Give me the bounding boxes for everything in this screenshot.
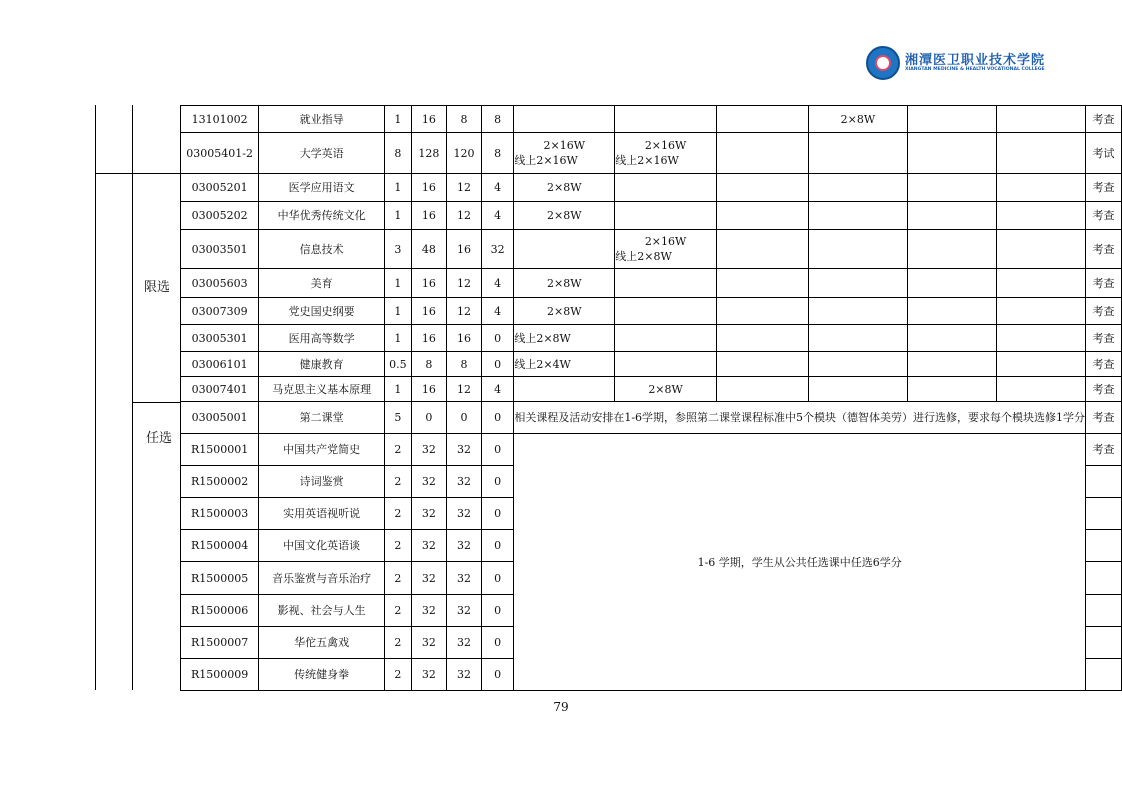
sem3 [716, 377, 808, 402]
course-code: R1500006 [181, 595, 259, 627]
course-code: R1500002 [181, 466, 259, 498]
sem5 [907, 269, 996, 298]
course-table [180, 105, 1122, 691]
assessment: 考试 [1086, 133, 1122, 174]
sem5 [907, 202, 996, 230]
second-classroom-note: 相关课程及活动安排在1-6学期，参照第二课堂课程标准中5个模块（德智体美劳）进行选修，要求每个模块选修1学分 [514, 402, 1086, 434]
sem1 [514, 377, 615, 402]
total-hours: 0 [411, 402, 446, 434]
course-code: R1500001 [181, 434, 259, 466]
course-name: 传统健身拳 [259, 659, 385, 691]
theory-hours: 120 [447, 133, 482, 174]
assessment: 考查 [1086, 352, 1122, 377]
course-code: 03003501 [181, 230, 259, 269]
assessment [1086, 627, 1122, 659]
table-row [181, 298, 1122, 325]
course-name: 医用高等数学 [259, 325, 385, 352]
course-code: 13101002 [181, 106, 259, 133]
course-code: 03007401 [181, 377, 259, 402]
sem5 [907, 325, 996, 352]
theory-hours: 16 [447, 230, 482, 269]
sem6 [996, 298, 1085, 325]
sem1: 线上2×4W [514, 352, 615, 377]
table-row [181, 269, 1122, 298]
sem6 [996, 133, 1085, 174]
course-code: 03005401-2 [181, 133, 259, 174]
sem6 [996, 202, 1085, 230]
credit: 8 [385, 133, 412, 174]
theory-hours: 32 [447, 627, 482, 659]
category-separator-line [95, 173, 180, 174]
sem3 [716, 202, 808, 230]
assessment [1086, 595, 1122, 627]
course-code: 03005603 [181, 269, 259, 298]
table-row [181, 377, 1122, 402]
credit: 2 [385, 434, 412, 466]
sem2 [615, 106, 717, 133]
course-name: 中华优秀传统文化 [259, 202, 385, 230]
course-name: 中国文化英语谈 [259, 530, 385, 562]
logo-subtitle: XIANGTAN MEDICINE & HEALTH VOCATIONAL COLLEGE [905, 67, 1045, 72]
sem4 [809, 298, 908, 325]
theory-hours: 32 [447, 466, 482, 498]
course-name: 第二课堂 [259, 402, 385, 434]
total-hours: 32 [411, 659, 446, 691]
sem4 [809, 325, 908, 352]
theory-hours: 32 [447, 434, 482, 466]
credit: 3 [385, 230, 412, 269]
assessment: 考查 [1086, 106, 1122, 133]
theory-hours: 32 [447, 562, 482, 595]
total-hours: 32 [411, 530, 446, 562]
sem1 [514, 106, 615, 133]
course-name: 音乐鉴赏与音乐治疗 [259, 562, 385, 595]
course-name: 马克思主义基本原理 [259, 377, 385, 402]
practice-hours: 0 [481, 498, 513, 530]
logo-name: 湘潭医卫职业技术学院 [905, 53, 1046, 68]
sem1: 2×8W [514, 174, 615, 202]
assessment: 考查 [1086, 269, 1122, 298]
table-row [181, 325, 1122, 352]
credit: 2 [385, 659, 412, 691]
sem1: 线上2×8W [514, 325, 615, 352]
total-hours: 32 [411, 498, 446, 530]
total-hours: 16 [411, 174, 446, 202]
total-hours: 16 [411, 106, 446, 133]
assessment: 考查 [1086, 202, 1122, 230]
sem5 [907, 133, 996, 174]
college-logo [866, 46, 1046, 86]
course-code: R1500003 [181, 498, 259, 530]
credit: 2 [385, 562, 412, 595]
sem1: 2×8W [514, 269, 615, 298]
theory-hours: 12 [447, 174, 482, 202]
sem2 [615, 133, 717, 174]
sem1 [514, 230, 615, 269]
theory-hours: 12 [447, 298, 482, 325]
assessment: 考查 [1086, 298, 1122, 325]
left-border-line [95, 105, 96, 690]
sem1: 2×8W [514, 202, 615, 230]
assessment: 考查 [1086, 434, 1122, 466]
credit: 2 [385, 466, 412, 498]
assessment [1086, 530, 1122, 562]
credit: 1 [385, 106, 412, 133]
practice-hours: 0 [481, 530, 513, 562]
practice-hours: 0 [481, 402, 513, 434]
public-elective-note: 1-6 学期，学生从公共任选课中任选6学分 [514, 434, 1086, 691]
sem6 [996, 174, 1085, 202]
practice-hours: 0 [481, 325, 513, 352]
total-hours: 16 [411, 325, 446, 352]
course-name: 医学应用语文 [259, 174, 385, 202]
practice-hours: 32 [481, 230, 513, 269]
table-row [181, 434, 1122, 466]
course-name: 中国共产党简史 [259, 434, 385, 466]
sem6 [996, 230, 1085, 269]
sem2 [615, 325, 717, 352]
credit: 1 [385, 202, 412, 230]
assessment: 考查 [1086, 402, 1122, 434]
total-hours: 8 [411, 352, 446, 377]
theory-hours: 12 [447, 202, 482, 230]
course-name: 信息技术 [259, 230, 385, 269]
credit: 2 [385, 530, 412, 562]
course-name: 实用英语视听说 [259, 498, 385, 530]
course-code: 03005001 [181, 402, 259, 434]
assessment: 考查 [1086, 174, 1122, 202]
assessment: 考查 [1086, 230, 1122, 269]
sem5 [907, 377, 996, 402]
credit: 1 [385, 377, 412, 402]
sem4 [809, 377, 908, 402]
sem5 [907, 230, 996, 269]
sem4: 2×8W [809, 106, 908, 133]
course-name: 党史国史纲要 [259, 298, 385, 325]
sem3 [716, 133, 808, 174]
sem4 [809, 202, 908, 230]
practice-hours: 4 [481, 377, 513, 402]
practice-hours: 0 [481, 352, 513, 377]
total-hours: 32 [411, 627, 446, 659]
credit: 2 [385, 627, 412, 659]
total-hours: 32 [411, 595, 446, 627]
sem6 [996, 269, 1085, 298]
total-hours: 32 [411, 562, 446, 595]
practice-hours: 4 [481, 174, 513, 202]
sem3 [716, 298, 808, 325]
category-border-line [132, 105, 133, 690]
course-name: 诗词鉴赏 [259, 466, 385, 498]
sem4 [809, 352, 908, 377]
theory-hours: 32 [447, 595, 482, 627]
theory-hours: 32 [447, 659, 482, 691]
practice-hours: 8 [481, 133, 513, 174]
total-hours: 16 [411, 298, 446, 325]
page-number: 79 [553, 700, 569, 714]
sem2 [615, 202, 717, 230]
theory-hours: 12 [447, 377, 482, 402]
assessment [1086, 498, 1122, 530]
theory-hours: 8 [447, 352, 482, 377]
category-elective: 任选 [146, 431, 173, 446]
sem4 [809, 174, 908, 202]
sem2-line1: 2×16W [644, 139, 687, 152]
course-code: R1500009 [181, 659, 259, 691]
sem4 [809, 133, 908, 174]
sem3 [716, 106, 808, 133]
sem3 [716, 352, 808, 377]
sem3 [716, 269, 808, 298]
course-code: R1500005 [181, 562, 259, 595]
total-hours: 16 [411, 377, 446, 402]
sem6 [996, 325, 1085, 352]
sem6 [996, 106, 1085, 133]
sem3 [716, 174, 808, 202]
table-row [181, 402, 1122, 434]
credit: 1 [385, 325, 412, 352]
course-code: 03006101 [181, 352, 259, 377]
sem1 [514, 133, 615, 174]
course-name: 美育 [259, 269, 385, 298]
credit: 2 [385, 498, 412, 530]
table-row [181, 174, 1122, 202]
sem5 [907, 352, 996, 377]
assessment [1086, 562, 1122, 595]
sem1-line2: 线上2×16W [514, 154, 578, 167]
course-name: 大学英语 [259, 133, 385, 174]
course-code: 03005201 [181, 174, 259, 202]
table-row [181, 202, 1122, 230]
total-hours: 128 [411, 133, 446, 174]
total-hours: 32 [411, 466, 446, 498]
course-code: R1500004 [181, 530, 259, 562]
assessment [1086, 659, 1122, 691]
assessment: 考查 [1086, 377, 1122, 402]
sem1-line1: 2×16W [543, 139, 586, 152]
credit: 1 [385, 174, 412, 202]
table-row [181, 352, 1122, 377]
course-code: 03005202 [181, 202, 259, 230]
sem5 [907, 298, 996, 325]
practice-hours: 4 [481, 269, 513, 298]
practice-hours: 4 [481, 202, 513, 230]
theory-hours: 12 [447, 269, 482, 298]
credit: 0.5 [385, 352, 412, 377]
sem2 [615, 298, 717, 325]
total-hours: 16 [411, 269, 446, 298]
total-hours: 32 [411, 434, 446, 466]
credit: 5 [385, 402, 412, 434]
sem1: 2×8W [514, 298, 615, 325]
total-hours: 48 [411, 230, 446, 269]
sem6 [996, 352, 1085, 377]
sem2 [615, 230, 717, 269]
theory-hours: 32 [447, 498, 482, 530]
sem2 [615, 174, 717, 202]
course-code: 03007309 [181, 298, 259, 325]
assessment: 考查 [1086, 325, 1122, 352]
course-name: 就业指导 [259, 106, 385, 133]
total-hours: 16 [411, 202, 446, 230]
course-name: 影视、社会与人生 [259, 595, 385, 627]
sem2 [615, 352, 717, 377]
sem3 [716, 325, 808, 352]
practice-hours: 0 [481, 562, 513, 595]
practice-hours: 0 [481, 659, 513, 691]
theory-hours: 8 [447, 106, 482, 133]
sem5 [907, 174, 996, 202]
theory-hours: 0 [447, 402, 482, 434]
credit: 1 [385, 298, 412, 325]
sem2: 2×8W [615, 377, 717, 402]
table-row [181, 106, 1122, 133]
theory-hours: 16 [447, 325, 482, 352]
course-name: 华佗五禽戏 [259, 627, 385, 659]
table-row [181, 133, 1122, 174]
practice-hours: 4 [481, 298, 513, 325]
assessment [1086, 466, 1122, 498]
sem4 [809, 230, 908, 269]
college-emblem-icon [866, 46, 900, 80]
practice-hours: 0 [481, 434, 513, 466]
sem2-line2: 线上2×16W [615, 154, 679, 167]
course-code: 03005301 [181, 325, 259, 352]
table-row [181, 230, 1122, 269]
sem4 [809, 269, 908, 298]
sem3 [716, 230, 808, 269]
practice-hours: 0 [481, 466, 513, 498]
category-limited: 限选 [144, 280, 171, 295]
course-name: 健康教育 [259, 352, 385, 377]
credit: 2 [385, 595, 412, 627]
category-separator-line-2 [132, 402, 180, 403]
sem2-line1: 2×16W [644, 235, 687, 248]
sem5 [907, 106, 996, 133]
sem2 [615, 269, 717, 298]
practice-hours: 0 [481, 595, 513, 627]
theory-hours: 32 [447, 530, 482, 562]
credit: 1 [385, 269, 412, 298]
course-code: R1500007 [181, 627, 259, 659]
sem2-line2: 线上2×8W [615, 250, 672, 263]
sem6 [996, 377, 1085, 402]
practice-hours: 8 [481, 106, 513, 133]
practice-hours: 0 [481, 627, 513, 659]
